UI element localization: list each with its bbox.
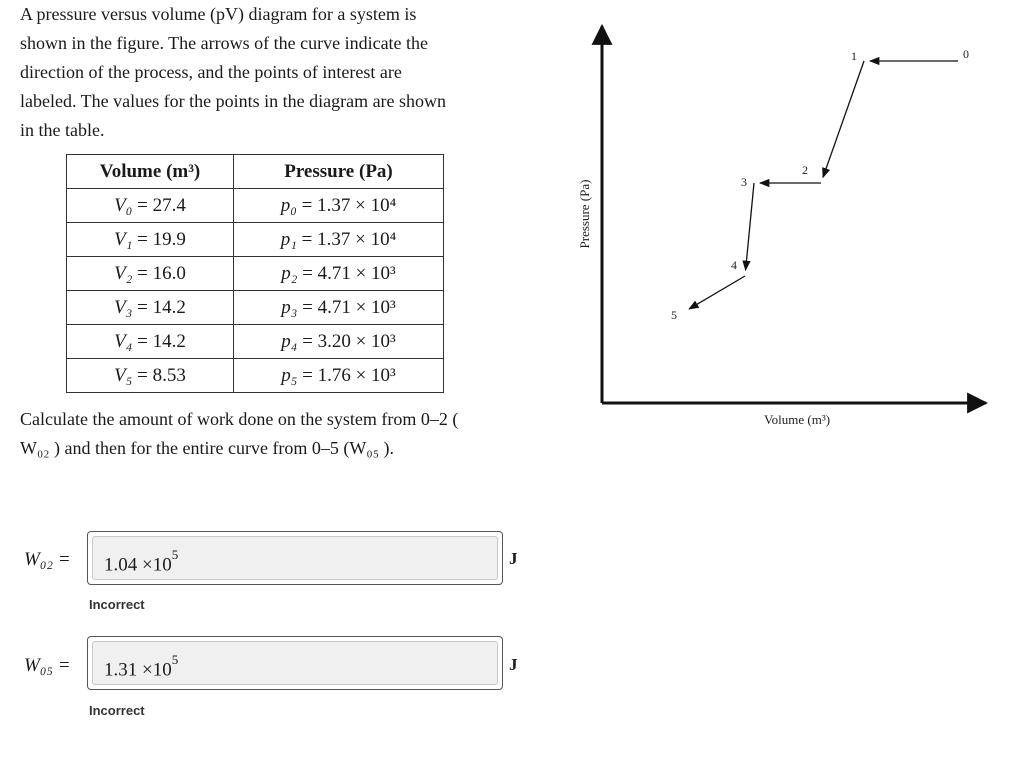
point-label: 4 — [731, 258, 737, 272]
pressure-cell: p₄ = 3.20 × 10³ — [234, 325, 444, 359]
statement-line: shown in the figure. The arrows of the curve indicate the — [20, 33, 429, 53]
point-label: 5 — [671, 308, 677, 322]
statement-line: labeled. The values for the points in the diagram are shown — [20, 91, 447, 111]
point-label: 3 — [741, 175, 747, 189]
pressure-cell: p₀ = 1.37 × 10⁴ — [234, 189, 444, 223]
w05-answer-field[interactable] — [87, 636, 503, 690]
pressure-cell: p₂ = 4.71 × 10³ — [234, 257, 444, 291]
point-label: 0 — [963, 47, 969, 61]
w02-status: Incorrect — [89, 597, 145, 612]
table-row — [67, 359, 444, 393]
volume-cell: V₄ = 14.2 — [67, 325, 234, 359]
process-segment-4-5 — [689, 276, 745, 309]
w02-answer-field[interactable] — [87, 531, 503, 585]
question-text — [20, 405, 540, 463]
process-segment-1-2 — [823, 61, 864, 177]
statement-line: direction of the process, and the points of interest are — [20, 62, 402, 82]
volume-cell: V₁ = 19.9 — [67, 223, 234, 257]
table-row — [67, 189, 444, 223]
point-label: 1 — [851, 49, 857, 63]
volume-header: Volume (m³) — [67, 155, 234, 189]
question-line: W₀₂ ) and then for the entire curve from 0–5 (W₀₅ ). — [20, 438, 394, 458]
statement-line: A pressure versus volume (pV) diagram for a system is — [20, 4, 417, 24]
w02-label: W₀₂ = — [24, 549, 70, 570]
w05-answer-value[interactable]: $1.31 \times 10^5$ — [92, 641, 498, 685]
problem-statement — [20, 0, 520, 145]
pressure-cell: p₃ = 4.71 × 10³ — [234, 291, 444, 325]
w05-status: Incorrect — [89, 703, 145, 718]
pressure-header: Pressure (Pa) — [234, 155, 444, 189]
question-line: Calculate the amount of work done on the system from 0–2 ( — [20, 409, 459, 429]
volume-cell: V₂ = 16.0 — [67, 257, 234, 291]
table-row — [67, 325, 444, 359]
volume-cell: V₀ = 27.4 — [67, 189, 234, 223]
y-axis-label: Pressure (Pa) — [577, 179, 592, 249]
w02-unit: J — [509, 549, 518, 568]
table-row — [67, 291, 444, 325]
pressure-cell: p₅ = 1.76 × 10³ — [234, 359, 444, 393]
pressure-cell: p₁ = 1.37 × 10⁴ — [234, 223, 444, 257]
data-table — [66, 154, 444, 393]
pv-diagram — [560, 0, 1000, 440]
volume-cell: V₃ = 14.2 — [67, 291, 234, 325]
w02-answer-value[interactable]: $1.04 \times 10^5$ — [92, 536, 498, 580]
x-axis-label: Volume (m³) — [763, 412, 831, 427]
statement-line: in the table. — [20, 120, 105, 140]
table-header-row — [67, 155, 444, 189]
table-row — [67, 257, 444, 291]
process-segment-3-4 — [746, 183, 754, 270]
volume-cell: V₅ = 8.53 — [67, 359, 234, 393]
point-label: 2 — [802, 163, 808, 177]
w05-label: W₀₅ = — [24, 655, 70, 676]
w05-unit: J — [509, 655, 518, 674]
table-row — [67, 223, 444, 257]
